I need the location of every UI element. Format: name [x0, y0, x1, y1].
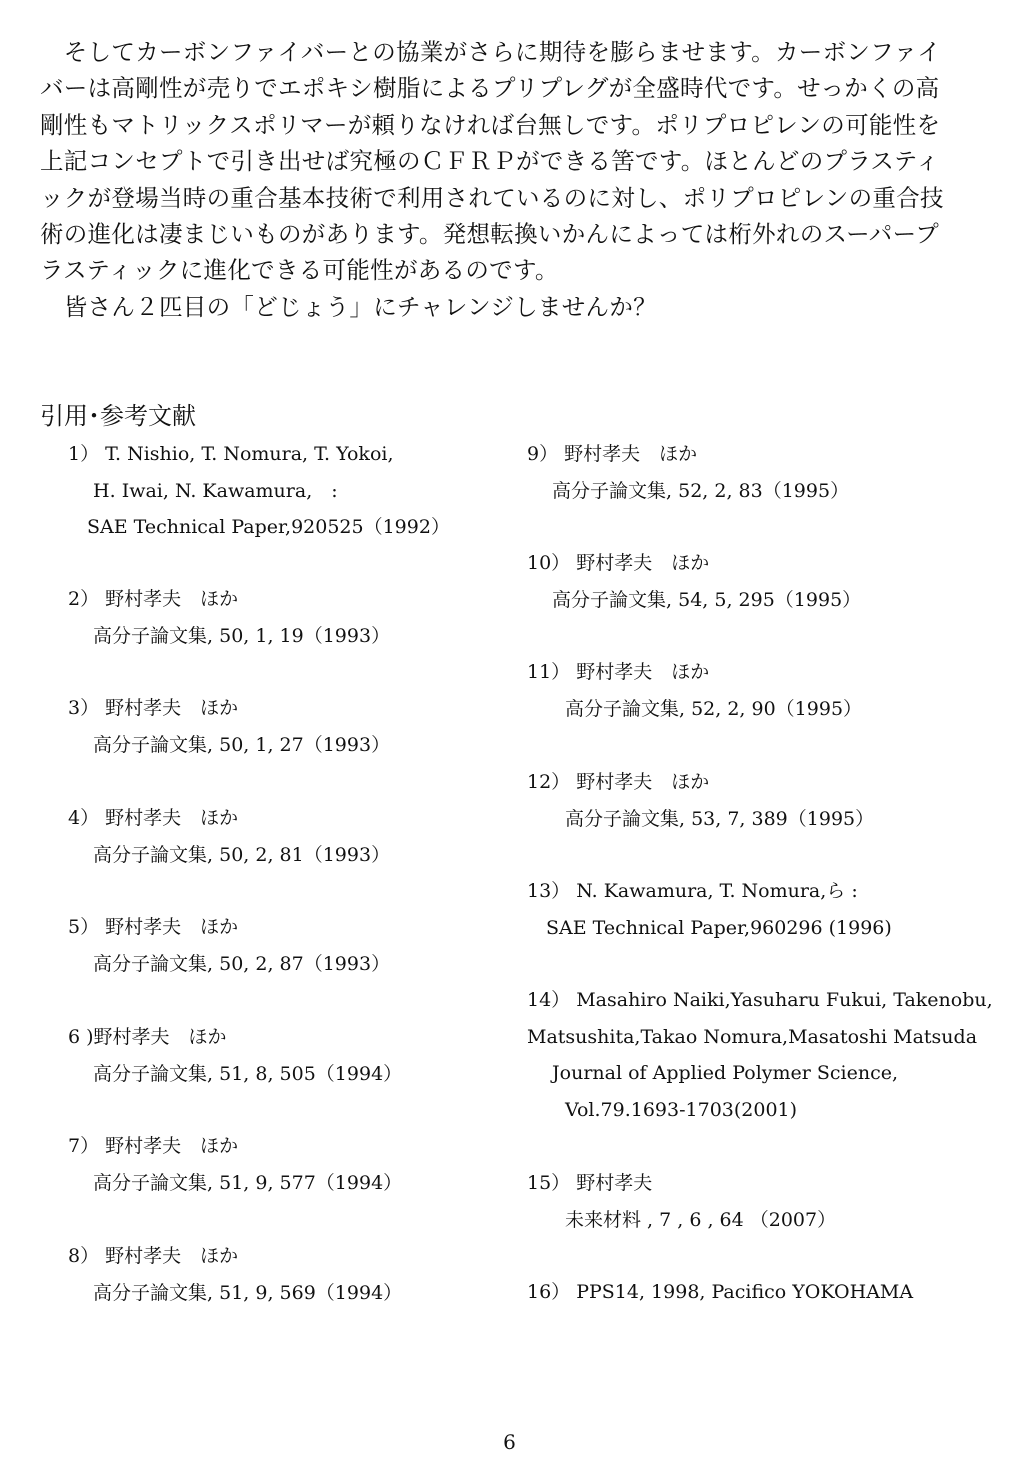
reference-item	[527, 654, 862, 727]
reference-line: 10） 野村孝夫 ほか	[527, 552, 710, 574]
reference-line: 高分子論文集, 50, 2, 87（1993）	[68, 952, 391, 975]
reference-line: Matsushita,Takao Nomura,Masatoshi Matsuda	[527, 1025, 978, 1048]
reference-item	[68, 1128, 402, 1201]
reference-line: 高分子論文集, 52, 2, 90（1995）	[527, 697, 863, 720]
reference-item	[68, 909, 390, 982]
body-line: 上記コンセプトで引き出せば究極のＣＦＲＰができる筈です。ほとんどのプラスティ	[40, 147, 940, 176]
body-line: ラスティックに進化できる可能性があるのです。	[40, 256, 559, 285]
reference-line: SAE Technical Paper,920525（1992）	[68, 516, 450, 538]
reference-line: 高分子論文集, 50, 1, 27（1993）	[68, 733, 391, 756]
page-number: 6	[503, 1430, 516, 1454]
reference-item	[527, 873, 892, 946]
reference-item	[68, 436, 450, 546]
reference-line: 高分子論文集, 51, 8, 505（1994）	[68, 1062, 403, 1085]
reference-item	[527, 982, 993, 1128]
reference-line: 5） 野村孝夫 ほか	[68, 916, 239, 938]
reference-line: 11） 野村孝夫 ほか	[527, 661, 710, 683]
reference-item	[68, 1238, 402, 1311]
reference-line: 8） 野村孝夫 ほか	[68, 1245, 239, 1267]
reference-item	[527, 1165, 836, 1238]
reference-line: 高分子論文集, 51, 9, 577（1994）	[68, 1171, 403, 1194]
body-line: 皆さん２匹目の「どじょう」にチャレンジしませんか？	[40, 292, 657, 321]
reference-line: 高分子論文集, 53, 7, 389（1995）	[527, 807, 875, 830]
reference-line: 高分子論文集, 52, 2, 83（1995）	[527, 479, 850, 502]
reference-line: 3） 野村孝夫 ほか	[68, 697, 239, 719]
reference-line: 高分子論文集, 51, 9, 569（1994）	[68, 1281, 403, 1304]
reference-line: 16） PPS14, 1998, Pacifico YOKOHAMA	[527, 1281, 914, 1303]
reference-line: 高分子論文集, 50, 2, 81（1993）	[68, 843, 391, 866]
reference-line: 12） 野村孝夫 ほか	[527, 771, 710, 793]
references-heading: 引用･参考文献	[40, 402, 196, 430]
body-line: そしてカーボンファイバーとの協業がさらに期待を膨らませます。カーボンファイ	[40, 38, 942, 66]
reference-line: 4） 野村孝夫 ほか	[68, 807, 239, 829]
body-line: 術の進化は凄まじいものがあります。発想転換いかんによっては桁外れのスーパープ	[40, 219, 939, 248]
body-paragraph	[40, 34, 975, 325]
reference-line: 9） 野村孝夫 ほか	[527, 443, 698, 465]
reference-item	[527, 764, 874, 837]
reference-item	[68, 581, 390, 654]
reference-line: 6 )野村孝夫 ほか	[68, 1026, 227, 1048]
reference-line: H. Iwai, N. Kawamura, :	[68, 479, 338, 502]
reference-item	[527, 545, 861, 618]
reference-line: 14） Masahiro Naiki,Yasuharu Fukui, Takenobu,	[527, 989, 993, 1011]
reference-item	[527, 436, 849, 509]
body-line: バーは高剛性が売りでエポキシ樹脂によるプリプレグが全盛時代です。せっかくの高	[40, 74, 940, 103]
reference-line: Journal of Applied Polymer Science,	[527, 1062, 899, 1084]
reference-line: SAE Technical Paper,960296 (1996)	[527, 916, 892, 939]
body-line: ックが登場当時の重合基本技術で利用されているのに対し、ポリプロピレンの重合技	[40, 183, 944, 212]
reference-item	[68, 1019, 402, 1092]
reference-line: 13） N. Kawamura, T. Nomura,ら :	[527, 880, 858, 902]
reference-line: 2） 野村孝夫 ほか	[68, 588, 239, 610]
reference-line: 7） 野村孝夫 ほか	[68, 1135, 239, 1157]
reference-line: 1） T. Nishio, T. Nomura, T. Yokoi,	[68, 443, 394, 465]
reference-line: 未来材料 , 7 , 6 , 64 （2007）	[527, 1208, 837, 1231]
reference-item	[527, 1274, 913, 1311]
reference-line: Vol.79.1693-1703(2001)	[527, 1098, 798, 1121]
reference-line: 高分子論文集, 50, 1, 19（1993）	[68, 624, 391, 647]
reference-line: 高分子論文集, 54, 5, 295（1995）	[527, 588, 862, 611]
reference-item	[68, 800, 390, 873]
body-line: 剛性もマトリックスポリマーが頼りなければ台無しです。ポリプロピレンの可能性を	[40, 110, 941, 139]
reference-line: 15） 野村孝夫	[527, 1172, 653, 1194]
reference-item	[68, 690, 390, 763]
